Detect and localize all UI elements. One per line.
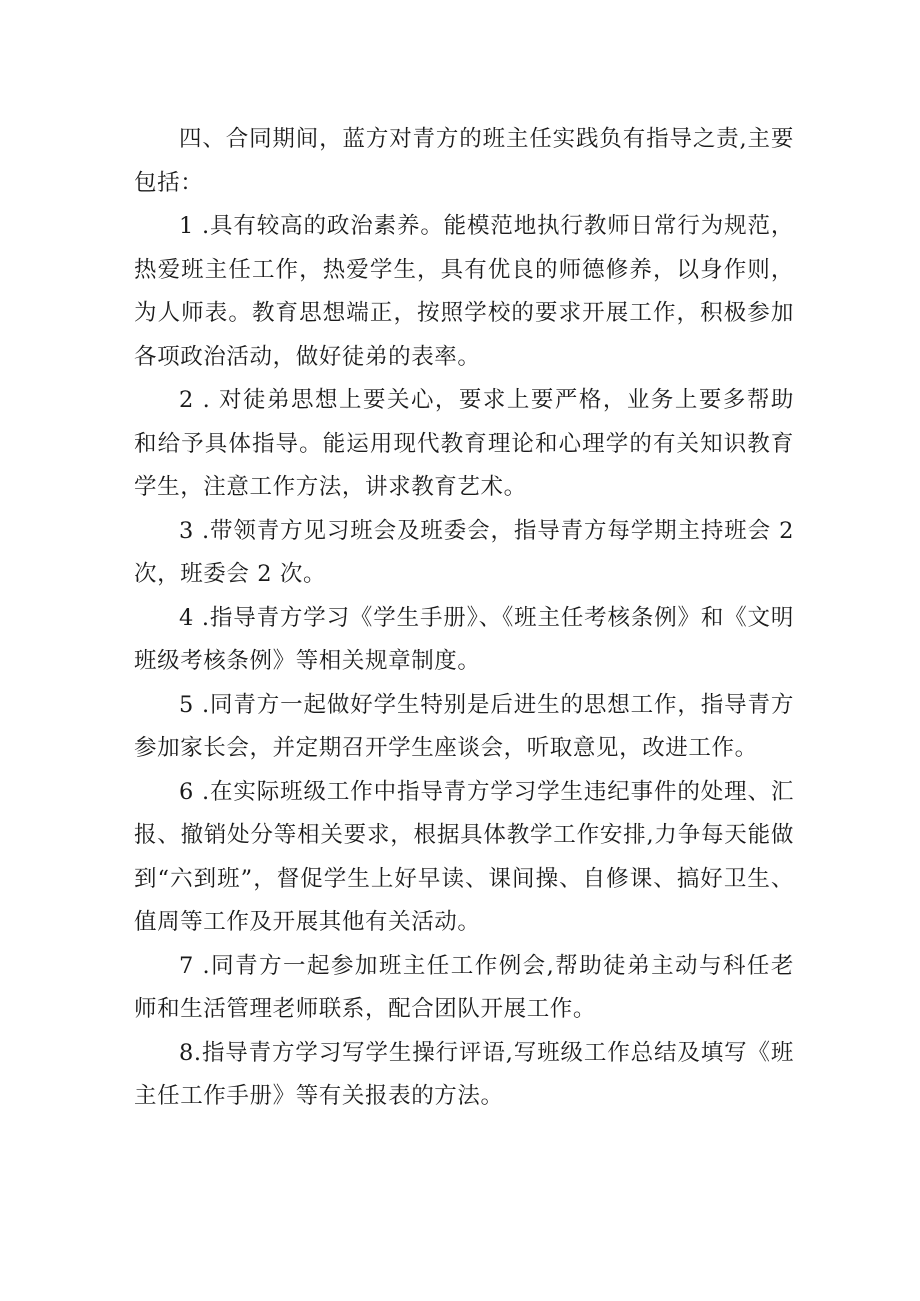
paragraph-item-2: 2 . 对徒弟思想上要关心，要求上要严格，业务上要多帮助和给予具体指导。能运用现代教育理论和心理学的有关知识教育学生，注意工作方法，讲求教育艺术。: [134, 387, 794, 500]
paragraph-item-3: 3 .带领青方见习班会及班委会，指导青方每学期主持班会 2次，班委会 2 次。: [134, 517, 794, 587]
paragraph-item-5: 5 .同青方一起做好学生特别是后进生的思想工作，指导青方参加家长会，并定期召开学生座谈会，听取意见，改进工作。: [134, 691, 794, 761]
paragraph-section-four-intro: 四、合同期间，蓝方对青方的班主任实践负有指导之责,主要包括：: [134, 126, 794, 196]
document-body: [134, 118, 794, 1119]
paragraph-item-7: 7 .同青方一起参加班主任工作例会,帮助徒弟主动与科任老师和生活管理老师联系，配合团队开展工作。: [134, 952, 794, 1022]
paragraph-item-4: 4 .指导青方学习《学生手册》、《班主任考核条例》和《文明班级考核条例》等相关规章制度。: [134, 604, 794, 674]
paragraph-item-6: 6 .在实际班级工作中指导青方学习学生违纪事件的处理、汇报、撤销处分等相关要求，根据具体教学工作安排,力争每天能做到“六到班”，督促学生上好早读、课间操、自修课、搞好卫生、值周等工作及开展其他有关活动。: [134, 778, 794, 935]
paragraph-item-8: 8.指导青方学习写学生操行评语,写班级工作总结及填写《班主任工作手册》等有关报表的方法。: [134, 1039, 794, 1109]
paragraph-item-1: 1 .具有较高的政治素养。能模范地执行教师日常行为规范，热爱班主任工作，热爱学生，具有优良的师德修养，以身作则，为人师表。教育思想端正，按照学校的要求开展工作，积极参加各项政治活动，做好徒弟的表率。: [134, 213, 794, 370]
